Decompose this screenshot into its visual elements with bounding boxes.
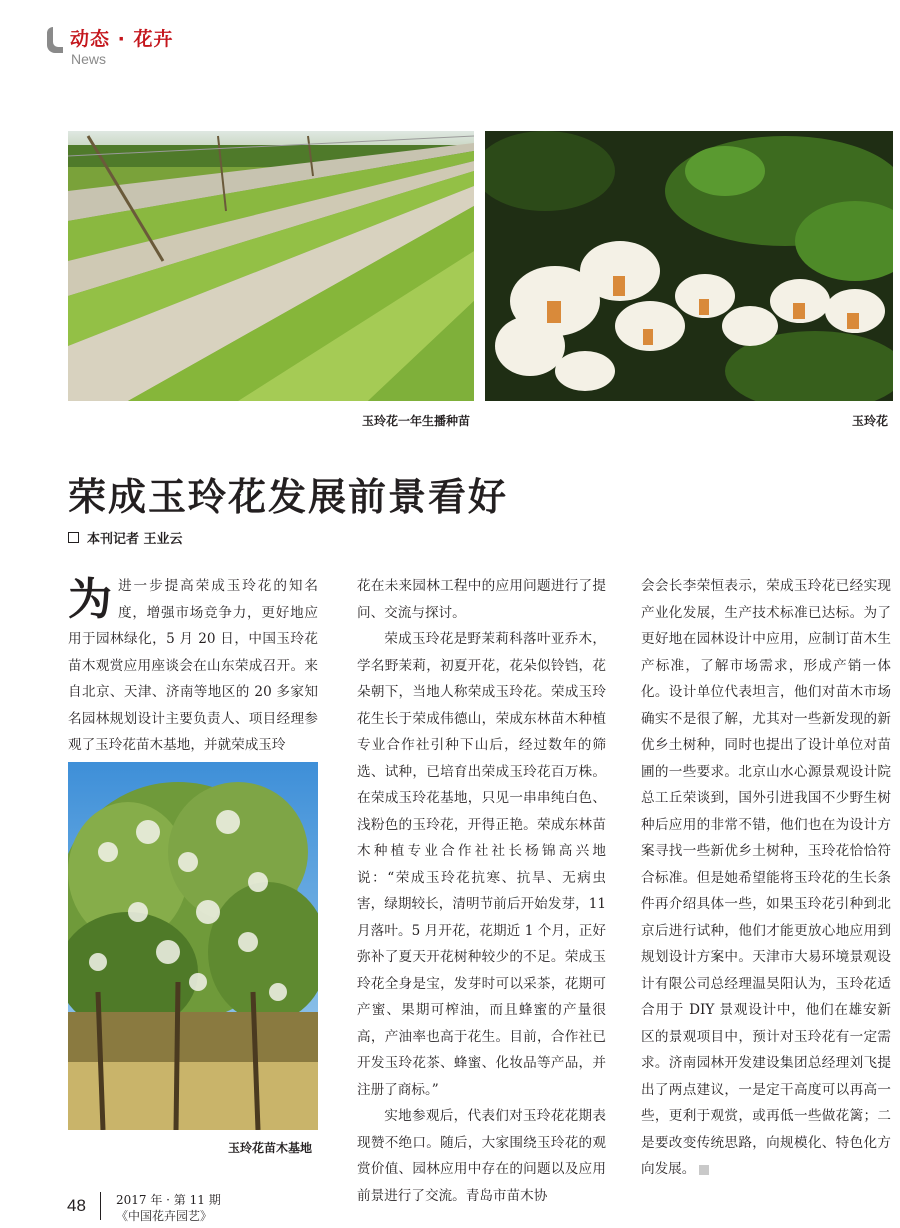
- issue-line: 2017 年 · 第 11 期: [116, 1193, 221, 1207]
- section-title: 动态 · 花卉: [70, 28, 174, 50]
- nursery-base-photo: [68, 762, 318, 1130]
- paragraph: 荣成玉玲花是野茉莉科落叶亚乔木，学名野茉莉，初夏开花，花朵似铃铛，花朵朝下，当地人称荣成玉玲花。荣成玉玲花生长于荣成伟德山，荣成东林苗木种植专业合作社引种下山后，经过数年的筛选、试种，已培育出荣成玉玲花百万株。在荣成玉玲花基地，只见一串串纯白色、浅粉色的玉玲花，开得正艳。荣成东林苗木种植专业合作社社长杨锦高兴地说：“荣成玉玲花抗寒、抗旱、无病虫害，绿期较长，清明节前后开始发芽，11 月落叶。5 月开花，花期近 1 个月，正好弥补了夏天开花树种较少的不足。荣成玉玲花全身是宝，发芽时可以采茶，花期可产蜜、果期可榨油，而且蜂蜜的产量很高，产油率也高于花生。目前，合作社已开发玉玲花茶、蜂蜜、化妆品等产品，并注册了商标。”: [357, 631, 606, 1098]
- dropcap: 为: [68, 574, 112, 625]
- nursery-base-caption: 玉玲花苗木基地: [228, 1141, 313, 1155]
- paragraph-text: 进一步提高荣成玉玲花的知名度，增强市场竞争力，更好地应用于园林绿化，5 月 20 日，中国玉玲花苗木观赏应用座谈会在山东荣成召开。来自北京、天津、济南等地区的 20 多家知名园林规划设计主要负责人、项目经理参观了玉玲花苗木基地，并就荣成玉玲: [68, 578, 318, 753]
- article-title: 荣成玉玲花发展前景看好: [68, 475, 509, 519]
- column-1: [68, 573, 318, 759]
- paragraph: [641, 573, 891, 1183]
- seedlings-photo: [68, 131, 474, 401]
- paragraph: 实地参观后，代表们对玉玲花花期表现赞不绝口。随后，大家围绕玉玲花的观赏价值、园林应用中存在的问题以及应用前景进行了交流。青岛市苗木协: [357, 1108, 606, 1204]
- seedlings-caption: 玉玲花一年生播种苗: [362, 414, 471, 428]
- journal-name: 《中国花卉园艺》: [116, 1209, 213, 1223]
- section-subtitle: News: [71, 51, 107, 67]
- end-mark-icon: [699, 1165, 709, 1175]
- byline-text: 本刊记者 王业云: [87, 532, 183, 547]
- issue-info: [116, 1192, 221, 1224]
- paragraph-text: 会会长李荣恒表示，荣成玉玲花已经实现产业化发展，生产技术标准已达标。为了更好地在园林设计中应用，应制订苗木生产标准，了解市场需求，形成产销一体化。设计单位代表坦言，他们对苗木市场确实不是很了解，尤其对一些新发现的新优乡土树种，同时也提出了设计单位对苗圃的一些要求。北京山水心源景观设计院总工丘荣谈到，国外引进我国不少野生树种后应用的非常不错，他们也在为设计方案寻找一些新优乡土树种，玉玲花恰恰符合标准。但是她希望能将玉玲花的生长条件再介绍具体一些，如果玉玲花引种到北京后进行试种，他们才能更放心地应用到规划设计方案中。天津市大易环境景观设计有限公司总经理温昊阳认为，玉玲花适合用于 DIY 景观设计中，他们在雄安新区的景观项目中，预计对玉玲花有一定需求。济南园林开发建设集团总经理刘飞提出了两点建议，一是定干高度可以再高一些，更利于观赏，或再低一些做花篱；二是要改变传统思路，向规模化、特色化方向发展。: [641, 578, 891, 1177]
- column-2: [357, 573, 606, 1209]
- page-number: 48: [67, 1196, 86, 1215]
- byline-box-icon: [68, 532, 79, 543]
- byline: [68, 528, 183, 547]
- flower-caption: 玉玲花: [852, 414, 889, 428]
- paragraph: 花在未来园林工程中的应用问题进行了提问、交流与探讨。: [357, 578, 606, 621]
- flower-photo: [485, 131, 893, 401]
- column-3: [641, 573, 891, 1183]
- footer-divider: [100, 1192, 101, 1220]
- section-logo-icon: [47, 27, 63, 53]
- paragraph: [68, 573, 318, 759]
